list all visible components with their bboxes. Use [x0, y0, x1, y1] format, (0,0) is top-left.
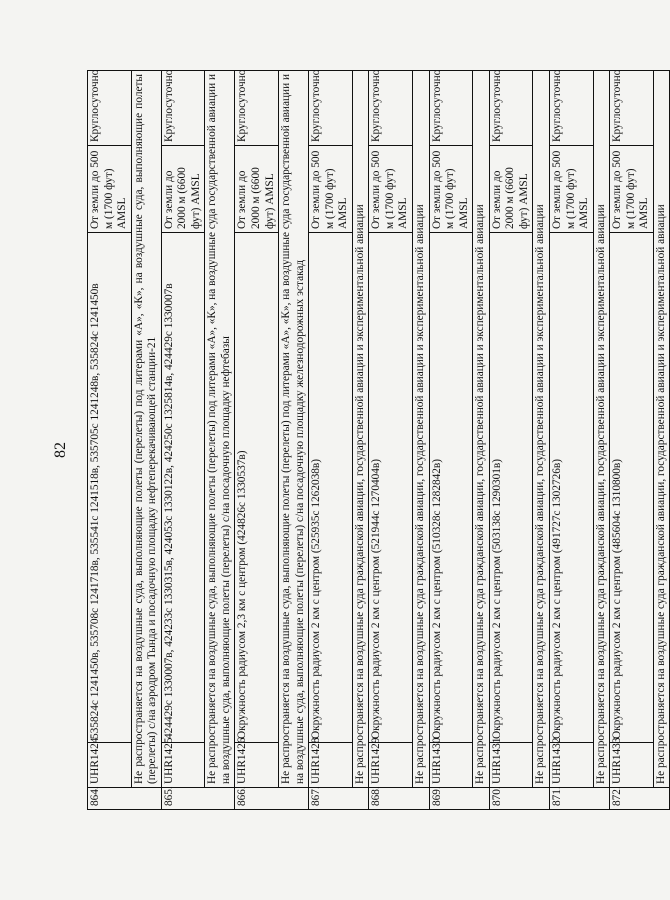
table-row [88, 71, 132, 810]
zone-note: Не распространяется на воздушные суда, выполняющие полеты (перелеты) под литерами «А», «К», на воздушные суда государственной авиации и на воздушные суда, выполняющие полеты (перелеты) с/на посадочную площадку нефтебазы [205, 71, 235, 788]
rotated-page-content [87, 69, 667, 810]
zone-code: UHR1424 [88, 743, 132, 788]
zone-boundary: Окружность радиусом 2 км с центром (521944с 1270404в) [369, 233, 413, 743]
zone-code: UHR1432 [549, 743, 593, 788]
zone-altitude: От земли до 500 м (1700 фут) AMSL [309, 146, 353, 233]
table-row [610, 71, 654, 810]
table-note-row [131, 71, 161, 810]
zone-altitude: От земли до 500 м (1700 фут) AMSL [610, 146, 654, 233]
zone-code: UHR1431 [489, 743, 533, 788]
zone-note: Не распространяется на воздушные суда гражданской авиации, государственной авиации и экспериментальной авиации [653, 71, 670, 788]
zone-time: Круглосуточно [429, 71, 473, 146]
zone-boundary: Окружность радиусом 2 км с центром (510328с 1282842в) [429, 233, 473, 743]
table-row [161, 71, 205, 810]
restricted-zones-table [87, 70, 670, 810]
row-number: 868. [369, 788, 429, 810]
zone-altitude: От земли до 500 м (1700 фут) AMSL [549, 146, 593, 233]
row-number: 872. [610, 788, 670, 810]
zone-note: Не распространяется на воздушные суда гражданской авиации, государственной авиации и экспериментальной авиации [413, 71, 430, 788]
table-note-row [653, 71, 670, 810]
row-number: 865. [161, 788, 235, 810]
table-row [369, 71, 413, 810]
zone-note: Не распространяется на воздушные суда, выполняющие полеты (перелеты) под литерами «А», «К», на воздушные суда, выполняющие полеты (перелеты) с/на аэродром Тында и посадочную площадку нефтеперекачивающей станции-21 [131, 71, 161, 788]
table-note-row [352, 71, 369, 810]
zone-note: Не распространяется на воздушные суда гражданской авиации, государственной авиации и экспериментальной авиации [352, 71, 369, 788]
zone-altitude: От земли до 2000 м (6600 фут) AMSL [235, 146, 279, 233]
zone-boundary: 535824с 1241450в, 535708с 1241718в, 535541с 1241518в, 535705с 1241248в, 535824с 1241450в [88, 233, 132, 743]
zone-time: Круглосуточно [549, 71, 593, 146]
table-note-row [279, 71, 309, 810]
zone-altitude: От земли до 2000 м (6600 фут) AMSL [161, 146, 205, 233]
table-row [235, 71, 279, 810]
table-note-row [593, 71, 610, 810]
zone-time: Круглосуточно [309, 71, 353, 146]
zone-code: UHR1425 [161, 743, 205, 788]
table-note-row [413, 71, 430, 810]
zone-time: Круглосуточно [88, 71, 132, 146]
row-number: 870. [489, 788, 549, 810]
row-number: 871. [549, 788, 609, 810]
zone-boundary: Окружность радиусом 2 км с центром (491727с 1302726в) [549, 233, 593, 743]
row-number: 866. [235, 788, 309, 810]
table-row [309, 71, 353, 810]
zone-time: Круглосуточно [161, 71, 205, 146]
zone-note: Не распространяется на воздушные суда гражданской авиации, государственной авиации и экспериментальной авиации [473, 71, 490, 788]
zone-boundary: 424429с 1330007в, 424233с 1330315в, 424053с 1330122в, 424250с 1325814в, 424429с 1330007в [161, 233, 205, 743]
zone-time: Круглосуточно [610, 71, 654, 146]
table-row [549, 71, 593, 810]
zone-boundary: Окружность радиусом 2 км с центром (525935с 1262038в) [309, 233, 353, 743]
zone-note: Не распространяется на воздушные суда гражданской авиации, государственной авиации и экспериментальной авиации [593, 71, 610, 788]
zone-altitude: От земли до 500 м (1700 фут) AMSL [429, 146, 473, 233]
zone-code: UHR1433 [610, 743, 654, 788]
page-number: 82 [52, 442, 69, 458]
zone-altitude: От земли до 500 м (1700 фут) AMSL [88, 146, 132, 233]
row-number: 864. [88, 788, 162, 810]
table-note-row [473, 71, 490, 810]
zone-code: UHR1430 [429, 743, 473, 788]
zone-altitude: От земли до 500 м (1700 фут) AMSL [369, 146, 413, 233]
table-row [489, 71, 533, 810]
table-note-row [533, 71, 550, 810]
zone-boundary: Окружность радиусом 2,3 км с центром (424826с 1330537в) [235, 233, 279, 743]
zone-code: UHR1428 [309, 743, 353, 788]
row-number: 869. [429, 788, 489, 810]
row-number: 867. [309, 788, 369, 810]
zone-time: Круглосуточно [235, 71, 279, 146]
zone-code: UHR1429 [369, 743, 413, 788]
zone-note: Не распространяется на воздушные суда, выполняющие полеты (перелеты) под литерами «А», «К», на воздушные суда государственной авиации и на воздушные суда, выполняющие полеты (перелеты) с/на посадочную площадку железнодорожных эстакад [279, 71, 309, 788]
zone-note: Не распространяется на воздушные суда гражданской авиации, государственной авиации и экспериментальной авиации [533, 71, 550, 788]
table-note-row [205, 71, 235, 810]
zone-boundary: Окружность радиусом 2 км с центром (485604с 1310800в) [610, 233, 654, 743]
zone-boundary: Окружность радиусом 2 км с центром (503138с 1290301в) [489, 233, 533, 743]
zone-time: Круглосуточно [489, 71, 533, 146]
zone-altitude: От земли до 2000 м (6600 фут) AMSL [489, 146, 533, 233]
zone-time: Круглосуточно [369, 71, 413, 146]
table-row [429, 71, 473, 810]
zone-code: UHR1426 [235, 743, 279, 788]
